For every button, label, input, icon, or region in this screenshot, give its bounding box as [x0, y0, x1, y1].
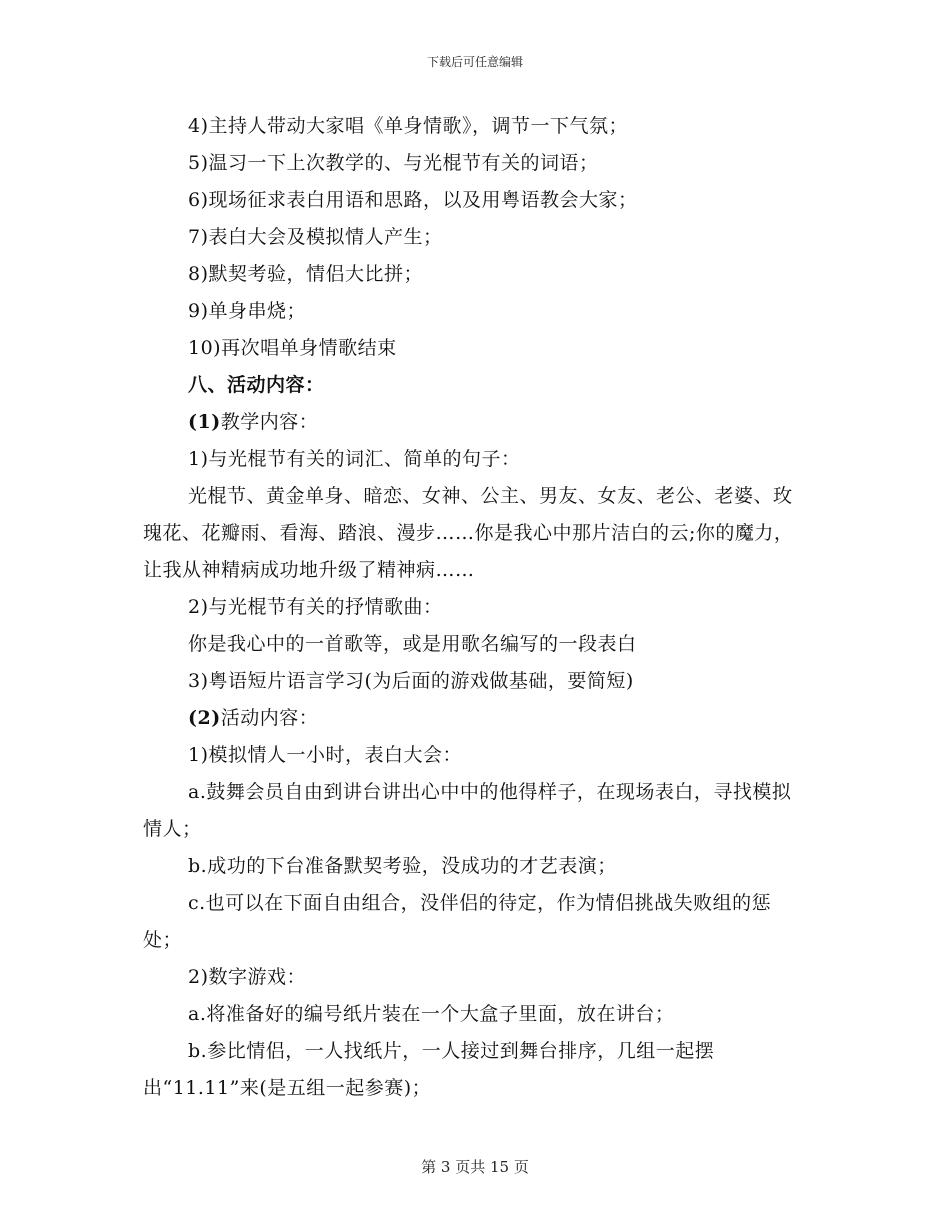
- program-step-5: 5)温习一下上次教学的、与光棍节有关的词语；: [188, 152, 599, 174]
- program-step-10: 10)再次唱单身情歌结束: [188, 337, 397, 359]
- vocab-paragraph: 光棍节、黄金单身、暗恋、女神、公主、男友、女友、老公、老婆、玫瑰花、花瓣雨、看海、踏浪、漫步……你是我心中那片洁白的云;你的魔力，让我从神精病成功地升级了精神病……: [143, 485, 794, 581]
- activity-item-2: 2)数字游戏：: [188, 966, 307, 988]
- teaching-number: (1): [188, 411, 221, 433]
- program-step-4: 4)主持人带动大家唱《单身情歌》，调节一下气氛；: [188, 115, 629, 137]
- game-point-b: b.参比情侣，一人找纸片，一人接过到舞台排序，几组一起摆出“11.11”来(是五组一起参赛)；: [143, 1040, 715, 1099]
- activity-point-c: c.也可以在下面自由组合，没伴侣的待定，作为情侣挑战失败组的惩处；: [143, 892, 772, 951]
- section-heading: 八、活动内容：: [188, 374, 325, 396]
- activity-point-a: a.鼓舞会员自由到讲台讲出心中中的他得样子，在现场表白，寻找模拟情人；: [143, 781, 792, 840]
- teaching-item-2: 2)与光棍节有关的抒情歌曲：: [188, 596, 443, 618]
- activity-heading: [143, 700, 803, 737]
- teaching-label: 教学内容：: [220, 411, 319, 433]
- document-body: [143, 108, 803, 1107]
- game-point-a: a.将准备好的编号纸片装在一个大盒子里面，放在讲台；: [188, 1003, 675, 1025]
- page-footer: 第 3 页共 15 页: [421, 1158, 529, 1176]
- activity-point-b: b.成功的下台准备默契考验，没成功的才艺表演；: [188, 855, 617, 877]
- program-step-6: 6)现场征求表白用语和思路，以及用粤语教会大家；: [188, 189, 638, 211]
- songs-paragraph: 你是我心中的一首歌等，或是用歌名编写的一段表白: [188, 633, 637, 655]
- program-step-7: 7)表白大会及模拟情人产生；: [188, 226, 443, 248]
- teaching-item-3: 3)粤语短片语言学习(为后面的游戏做基础，要简短): [188, 670, 634, 692]
- program-step-9: 9)单身串烧；: [188, 300, 307, 322]
- activity-item-1: 1)模拟情人一小时，表白大会：: [188, 744, 463, 766]
- teaching-item-1: 1)与光棍节有关的词汇、简单的句子：: [188, 448, 521, 470]
- program-step-8: 8)默契考验，情侣大比拼；: [188, 263, 424, 285]
- activity-label: 活动内容：: [220, 707, 319, 729]
- activity-number: (2): [188, 707, 221, 729]
- teaching-heading: [143, 404, 803, 441]
- page-header: 下载后可任意编辑: [426, 55, 523, 69]
